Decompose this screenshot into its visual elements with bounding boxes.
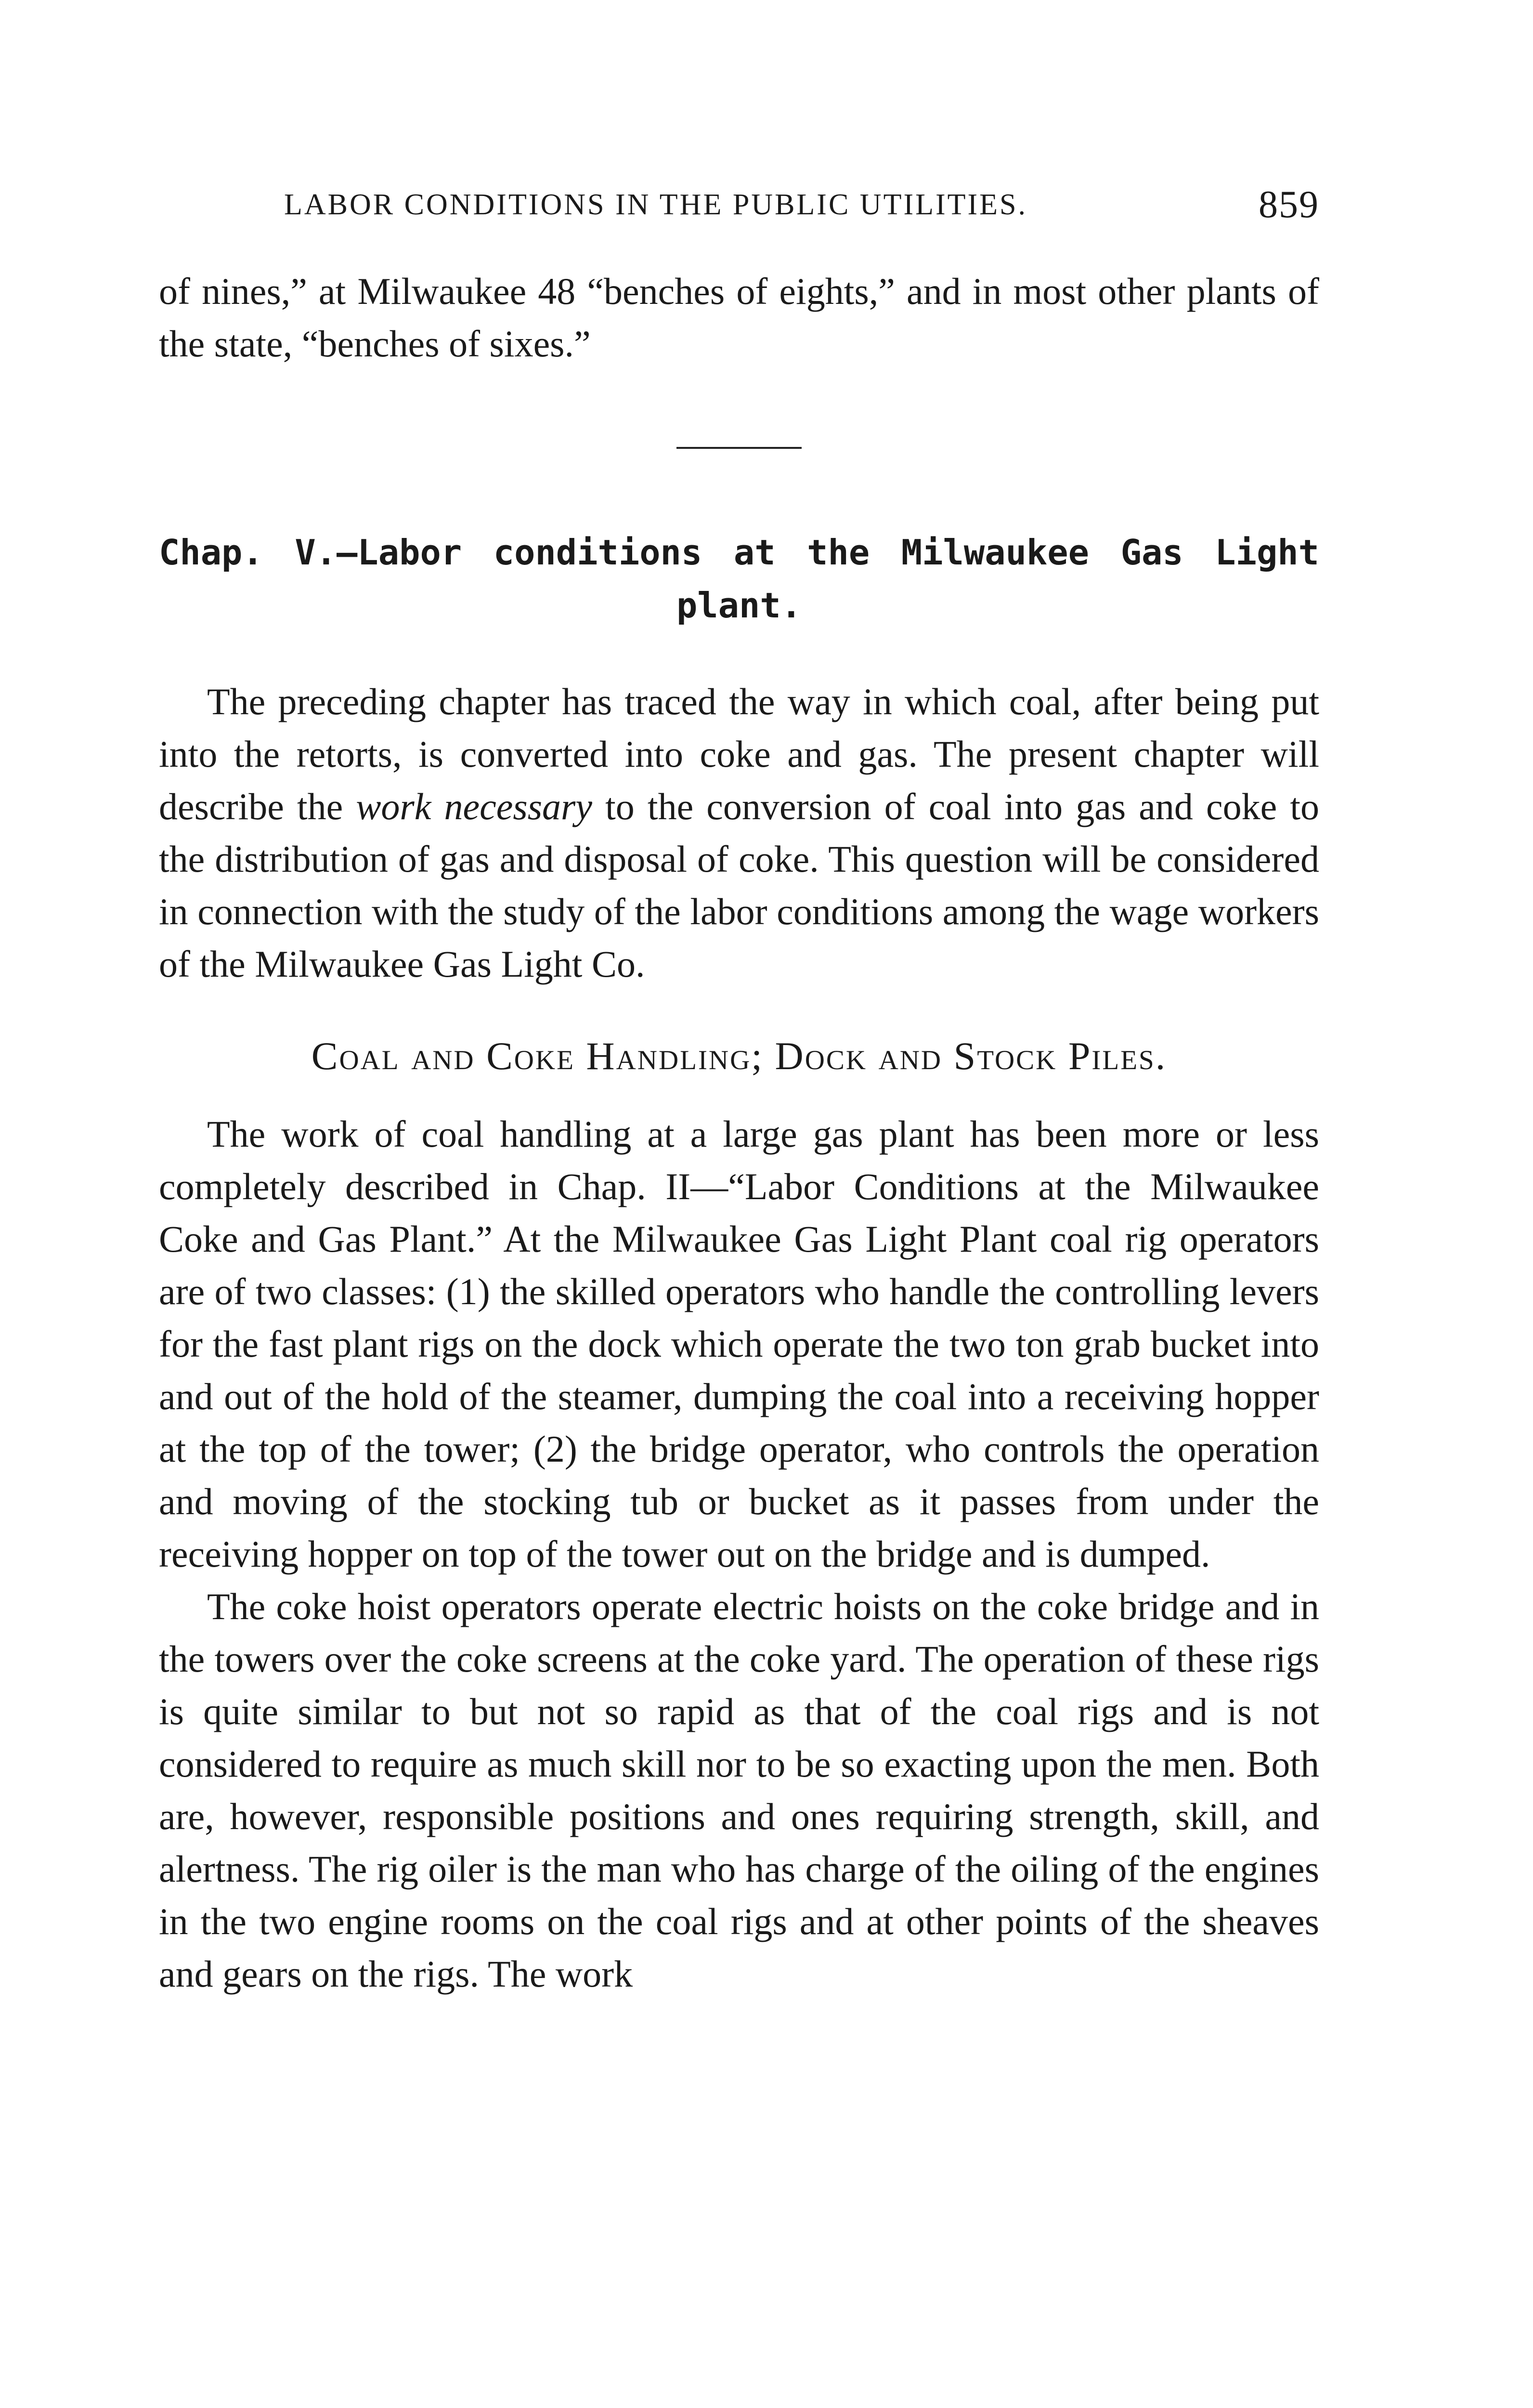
section-heading: Coal and Coke Handling; Dock and Stock Piles. xyxy=(311,1034,1167,1078)
chapter-heading xyxy=(159,526,1319,632)
paragraph-1-text-b: to the conversion of coal into gas and coke to the distribution of gas and disposal of coke. This question will be considered in connection with the study of the labor conditions among the wage workers of the Milwaukee Gas Light Co. xyxy=(159,785,1320,985)
paragraph-3: The coke hoist operators operate electric hoists on the coke bridge and in the towers over the coke screens at the coke yard. The operation of these rigs is quite similar to but not so rapid as that of the coal rigs and is not considered to require as much skill nor to be so exacting upon the men. Both are, however, responsible positions and ones requiring strength, skill, and alertness. The rig oiler is the man who has charge of the oiling of the engines in the two engine rooms on the coal rigs and at other points of the sheaves and gears on the rigs. The work xyxy=(159,1585,1319,1995)
paragraph-2: The work of coal handling at a large gas plant has been more or less completely described in Chap. II—“Labor Conditions at the Milwaukee Coke and Gas Plant.” At the Milwaukee Gas Light Plant coal rig operators are of two classes: (1) the skilled operators who handle the controlling levers for the fast plant rigs on the dock which operate the two ton grab bucket into and out of the hold of the steamer, dumping the coal into a receiving hopper at the top of the tower; (2) the bridge operator, who controls the operation and moving of the stocking tub or bucket as it passes from under the receiving hopper on top of the tower out on the bridge and is dumped. xyxy=(159,1113,1319,1575)
chapter-heading-line-1: Chap. V.—Labor conditions at the Milwaukee Gas Light xyxy=(159,532,1319,573)
running-head-title: LABOR CONDITIONS IN THE PUBLIC UTILITIES. xyxy=(284,188,1027,221)
paragraph-1-italic: work necessary xyxy=(356,785,593,827)
opening-paragraph: of nines,” at Milwaukee 48 “benches of eights,” and in most other plants of the state, “benches of sixes.” xyxy=(159,270,1319,365)
page-number: 859 xyxy=(1259,183,1319,226)
chapter-heading-line-2: plant. xyxy=(676,585,802,626)
section-divider xyxy=(676,447,802,449)
running-head xyxy=(159,183,1319,241)
paragraph-1-text-a: The preceding chapter has traced the way in which coal, after being put into the retorts, is converted into coke and gas. The present chapter will describe the xyxy=(159,681,1319,827)
page xyxy=(159,183,1319,2000)
paragraph-1 xyxy=(159,675,1319,990)
